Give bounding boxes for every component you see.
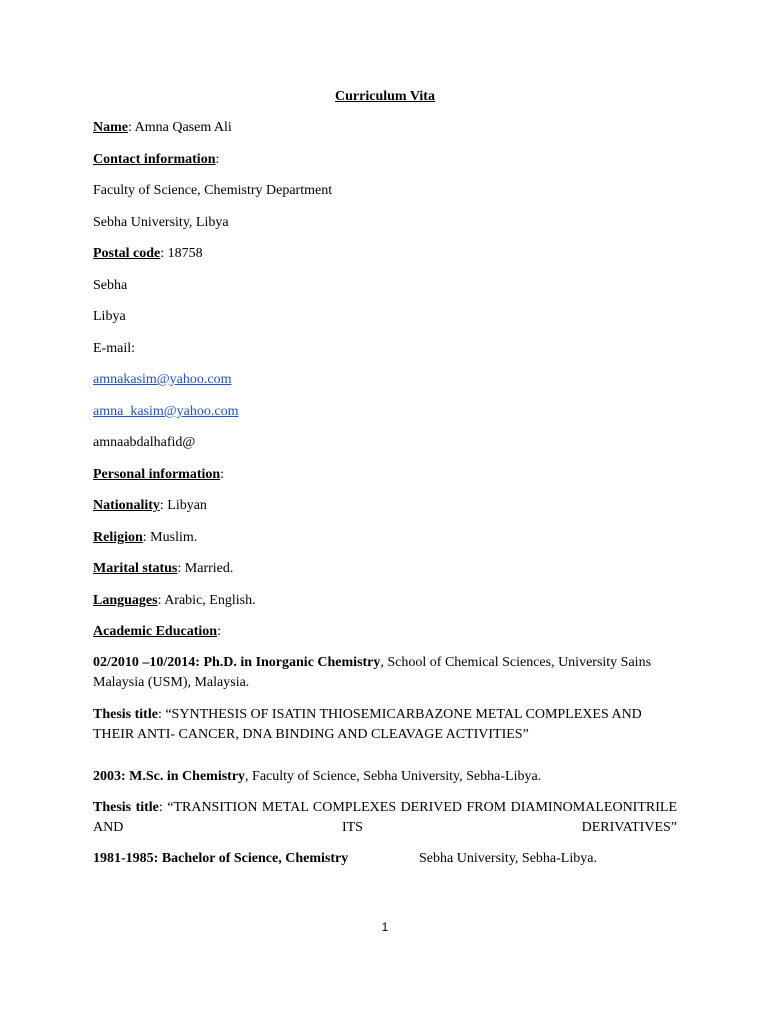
languages-line	[93, 592, 256, 610]
marital-line	[93, 560, 233, 578]
academic-label: Academic Education	[93, 624, 218, 639]
postal-value: : 18758	[160, 246, 203, 261]
city-line: Sebha	[93, 278, 128, 293]
contact-line-2: Sebha University, Libya	[93, 215, 229, 230]
phd-details: , School of Chemical Sciences, University Sains Malaysia (USM), Malaysia.	[93, 655, 652, 690]
name-value: : Amna Qasem Ali	[128, 120, 232, 135]
msc-thesis	[93, 798, 677, 838]
email-link-1[interactable]: amnakasim@yahoo.com	[93, 372, 232, 387]
bsc-heading: 1981-1985: Bachelor of Science, Chemistry	[93, 851, 349, 866]
languages-label: Languages	[93, 593, 158, 608]
religion-value: : Muslim.	[142, 530, 198, 545]
academic-heading: Academic Education:	[93, 624, 221, 639]
phd-thesis	[93, 705, 677, 745]
msc-thesis-title: : “TRANSITION METAL COMPLEXES DERIVED FROM DIAMINOMALEONITRILE AND ITS DERIVATIVES”	[93, 800, 677, 835]
religion-label: Religion	[93, 530, 143, 545]
phd-thesis-label: Thesis title	[93, 707, 158, 722]
msc-details: , Faculty of Science, Sebha University, Sebha-Libya.	[245, 769, 542, 784]
msc-heading: 2003: M.Sc. in Chemistry	[93, 769, 246, 784]
postal-line	[93, 245, 203, 263]
email-label: E-mail:	[93, 341, 135, 356]
nationality-value: : Libyan	[159, 498, 207, 513]
phd-thesis-title: : “SYNTHESIS OF ISATIN THIOSEMICARBAZONE METAL COMPLEXES AND THEIR ANTI- CANCER, DNA BINDING AND CLEAVAGE ACTIVITIES”	[93, 707, 642, 742]
nationality-label: Nationality	[93, 498, 160, 513]
languages-value: : Arabic, English.	[157, 593, 256, 608]
contact-heading: Contact information:	[93, 152, 220, 167]
contact-line-1: Faculty of Science, Chemistry Department	[93, 183, 333, 198]
name-label: Name	[93, 120, 128, 135]
marital-value: : Married.	[177, 561, 234, 576]
religion-line	[93, 529, 197, 547]
name-line	[93, 119, 232, 137]
email-3: amnaabdalhafid@	[93, 435, 196, 450]
postal-label: Postal code	[93, 246, 161, 261]
country-line: Libya	[93, 309, 126, 324]
msc-entry	[93, 767, 677, 787]
contact-label: Contact information	[93, 152, 216, 167]
nationality-line	[93, 497, 207, 515]
personal-heading: Personal information:	[93, 467, 225, 482]
bsc-details: Sebha University, Sebha-Libya.	[419, 851, 597, 866]
email-link-2[interactable]: amna_kasim@yahoo.com	[93, 404, 239, 419]
phd-entry	[93, 653, 677, 693]
bsc-entry	[93, 850, 348, 868]
marital-label: Marital status	[93, 561, 178, 576]
personal-label: Personal information	[93, 467, 221, 482]
document-title: Curriculum Vita	[335, 89, 435, 104]
phd-heading: 02/2010 –10/2014: Ph.D. in Inorganic Chemistry	[93, 655, 381, 670]
page-number: 1	[381, 920, 389, 934]
msc-thesis-label: Thesis title	[93, 800, 159, 815]
